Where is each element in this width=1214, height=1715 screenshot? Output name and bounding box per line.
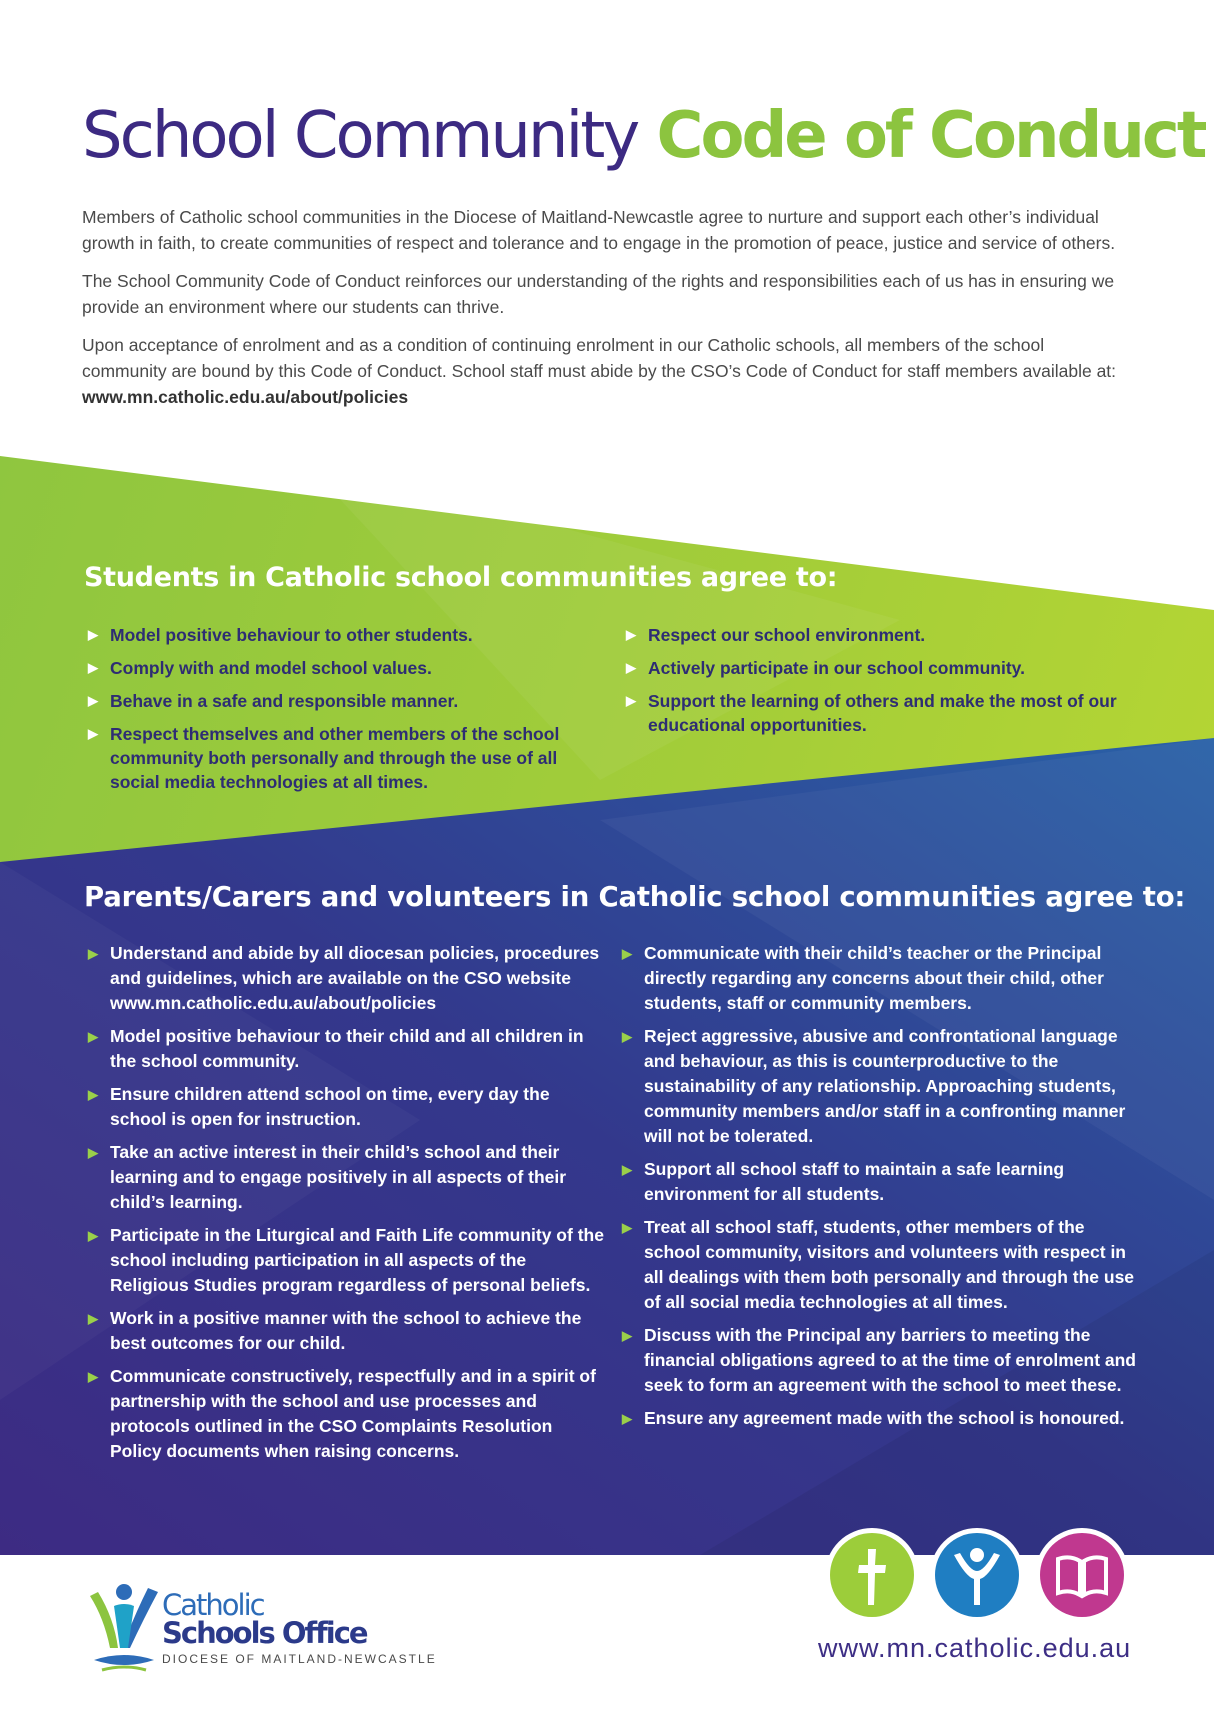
list-item <box>622 689 1132 737</box>
list-item-text: Support the learning of others and make the most of our educational opportunities. <box>648 691 1117 735</box>
logo-text-diocese: DIOCESE OF MAITLAND-NEWCASTLE <box>162 1652 437 1666</box>
list-item-text: Ensure children attend school on time, every day the school is open for instruction. <box>110 1084 550 1129</box>
bullet-arrow-icon: ▶ <box>88 660 98 675</box>
bullet-arrow-icon: ▶ <box>622 1220 632 1235</box>
list-item-text: Model positive behaviour to their child and all children in the school community. <box>110 1026 584 1071</box>
footer-website-link[interactable]: www.mn.catholic.edu.au <box>818 1633 1132 1663</box>
list-item <box>618 1157 1138 1207</box>
list-item-text: Model positive behaviour to other students. <box>110 625 473 645</box>
intro-paragraph: Members of Catholic school communities in the Diocese of Maitland-Newcastle agree to nurture and support each other’s individual growth in faith, to create communities of respect and tolerance and to engage in the promotion of peace, justice and service of others. <box>82 207 1116 253</box>
logo-text-schools-office: Schools Office <box>162 1616 367 1650</box>
bullet-arrow-icon: ▶ <box>622 1328 632 1343</box>
list-item-text: Actively participate in our school community. <box>648 658 1025 678</box>
person-icon <box>930 1528 1024 1622</box>
logo-text-catholic: Catholic <box>162 1588 264 1622</box>
list-item-text: Treat all school staff, students, other members of the school community, visitors and volunteers with respect in all dealings with them both personally and through the use of all social media technologies at all times. <box>644 1217 1135 1312</box>
students-list-left <box>84 623 584 803</box>
book-icon <box>1035 1528 1129 1622</box>
list-item <box>84 941 604 1016</box>
students-heading: Students in Catholic school communities agree to: <box>84 562 838 593</box>
list-item-text: Support all school staff to maintain a safe learning environment for all students. <box>644 1159 1065 1204</box>
title-part-2: Code of Conduct <box>656 99 1205 173</box>
parents-list-right <box>618 941 1138 1439</box>
bullet-arrow-icon: ▶ <box>88 693 98 708</box>
list-item <box>84 1024 604 1074</box>
list-item-text: Ensure any agreement made with the school is honoured. <box>644 1408 1125 1428</box>
list-item-text: Participate in the Liturgical and Faith Life community of the school including participation in all aspects of the Religious Studies program regardless of personal beliefs. <box>110 1225 604 1295</box>
bullet-arrow-icon: ▶ <box>88 1145 98 1160</box>
list-item-text: Comply with and model school values. <box>110 658 432 678</box>
bullet-arrow-icon: ▶ <box>626 660 636 675</box>
bullet-arrow-icon: ▶ <box>626 627 636 642</box>
list-item <box>618 941 1138 1016</box>
list-item-text: Communicate with their child’s teacher or the Principal directly regarding any concerns about their child, other students, staff or community members. <box>644 943 1104 1013</box>
list-item <box>84 1082 604 1132</box>
list-item-text: Work in a positive manner with the school to achieve the best outcomes for our child. <box>110 1308 582 1353</box>
list-item <box>618 1215 1138 1315</box>
list-item <box>84 1306 604 1356</box>
bullet-arrow-icon: ▶ <box>88 946 98 961</box>
list-item <box>622 623 1132 647</box>
title-part-1: School Community <box>82 99 638 173</box>
bullet-arrow-icon: ▶ <box>622 946 632 961</box>
list-item <box>622 656 1132 680</box>
bullet-arrow-icon: ▶ <box>88 1369 98 1384</box>
cross-icon <box>825 1528 919 1622</box>
list-item-text: Understand and abide by all diocesan policies, procedures and guidelines, which are available on the CSO website www.mn.catholic.edu.au/about/policies <box>110 943 600 1013</box>
list-item-text: Behave in a safe and responsible manner. <box>110 691 459 711</box>
bullet-arrow-icon: ▶ <box>88 1228 98 1243</box>
list-item <box>84 623 584 647</box>
bullet-arrow-icon: ▶ <box>622 1411 632 1426</box>
list-item-text: Respect our school environment. <box>648 625 926 645</box>
bullet-arrow-icon: ▶ <box>622 1162 632 1177</box>
list-item <box>84 1364 604 1464</box>
list-item <box>84 1140 604 1215</box>
parents-list-left <box>84 941 604 1472</box>
intro-paragraph: The School Community Code of Conduct reinforces our understanding of the rights and responsibilities each of us has in ensuring we provide an environment where our students can thrive. <box>82 271 1115 317</box>
parents-heading: Parents/Carers and volunteers in Catholic school communities agree to: <box>84 881 1186 913</box>
intro-text <box>82 204 1122 422</box>
intro-last-text: Upon acceptance of enrolment and as a condition of continuing enrolment in our Catholic schools, all members of the school community are bound by this Code of Conduct. School staff must abide by the CSO’s Code of Conduct for staff members available at: <box>82 335 1117 381</box>
cso-logo-icon <box>84 1578 164 1678</box>
page-title <box>82 98 1204 174</box>
bullet-arrow-icon: ▶ <box>88 627 98 642</box>
list-item <box>84 656 584 680</box>
list-item-text: Communicate constructively, respectfully and in a spirit of partnership with the school and use processes and protocols outlined in the CSO Complaints Resolution Policy documents when raising concerns. <box>110 1366 596 1461</box>
policies-link[interactable]: www.mn.catholic.edu.au/about/policies <box>82 387 409 407</box>
bullet-arrow-icon: ▶ <box>88 1029 98 1044</box>
list-item-text: Take an active interest in their child’s school and their learning and to engage positively in all aspects of their child’s learning. <box>110 1142 567 1212</box>
bullet-arrow-icon: ▶ <box>622 1029 632 1044</box>
list-item-text: Reject aggressive, abusive and confrontational language and behaviour, as this is counterproductive to the sustainability of any relationship. Approaching students, community members and/or staff in a confronting manner will not be tolerated. <box>644 1026 1126 1146</box>
list-item <box>618 1323 1138 1398</box>
bullet-arrow-icon: ▶ <box>88 1311 98 1326</box>
intro-paragraph <box>82 332 1122 410</box>
list-item-text: Discuss with the Principal any barriers to meeting the financial obligations agreed to at the time of enrolment and seek to form an agreement with the school to meet these. <box>644 1325 1136 1395</box>
list-item-text: Respect themselves and other members of the school community both personally and through the use of all social media technologies at all times. <box>110 724 560 792</box>
bullet-arrow-icon: ▶ <box>626 693 636 708</box>
students-list-right <box>622 623 1132 746</box>
list-item <box>618 1406 1138 1431</box>
list-item <box>84 722 584 794</box>
list-item <box>84 689 584 713</box>
bullet-arrow-icon: ▶ <box>88 1087 98 1102</box>
list-item <box>84 1223 604 1298</box>
bullet-arrow-icon: ▶ <box>88 726 98 741</box>
list-item <box>618 1024 1138 1149</box>
value-circles <box>824 1525 1130 1625</box>
